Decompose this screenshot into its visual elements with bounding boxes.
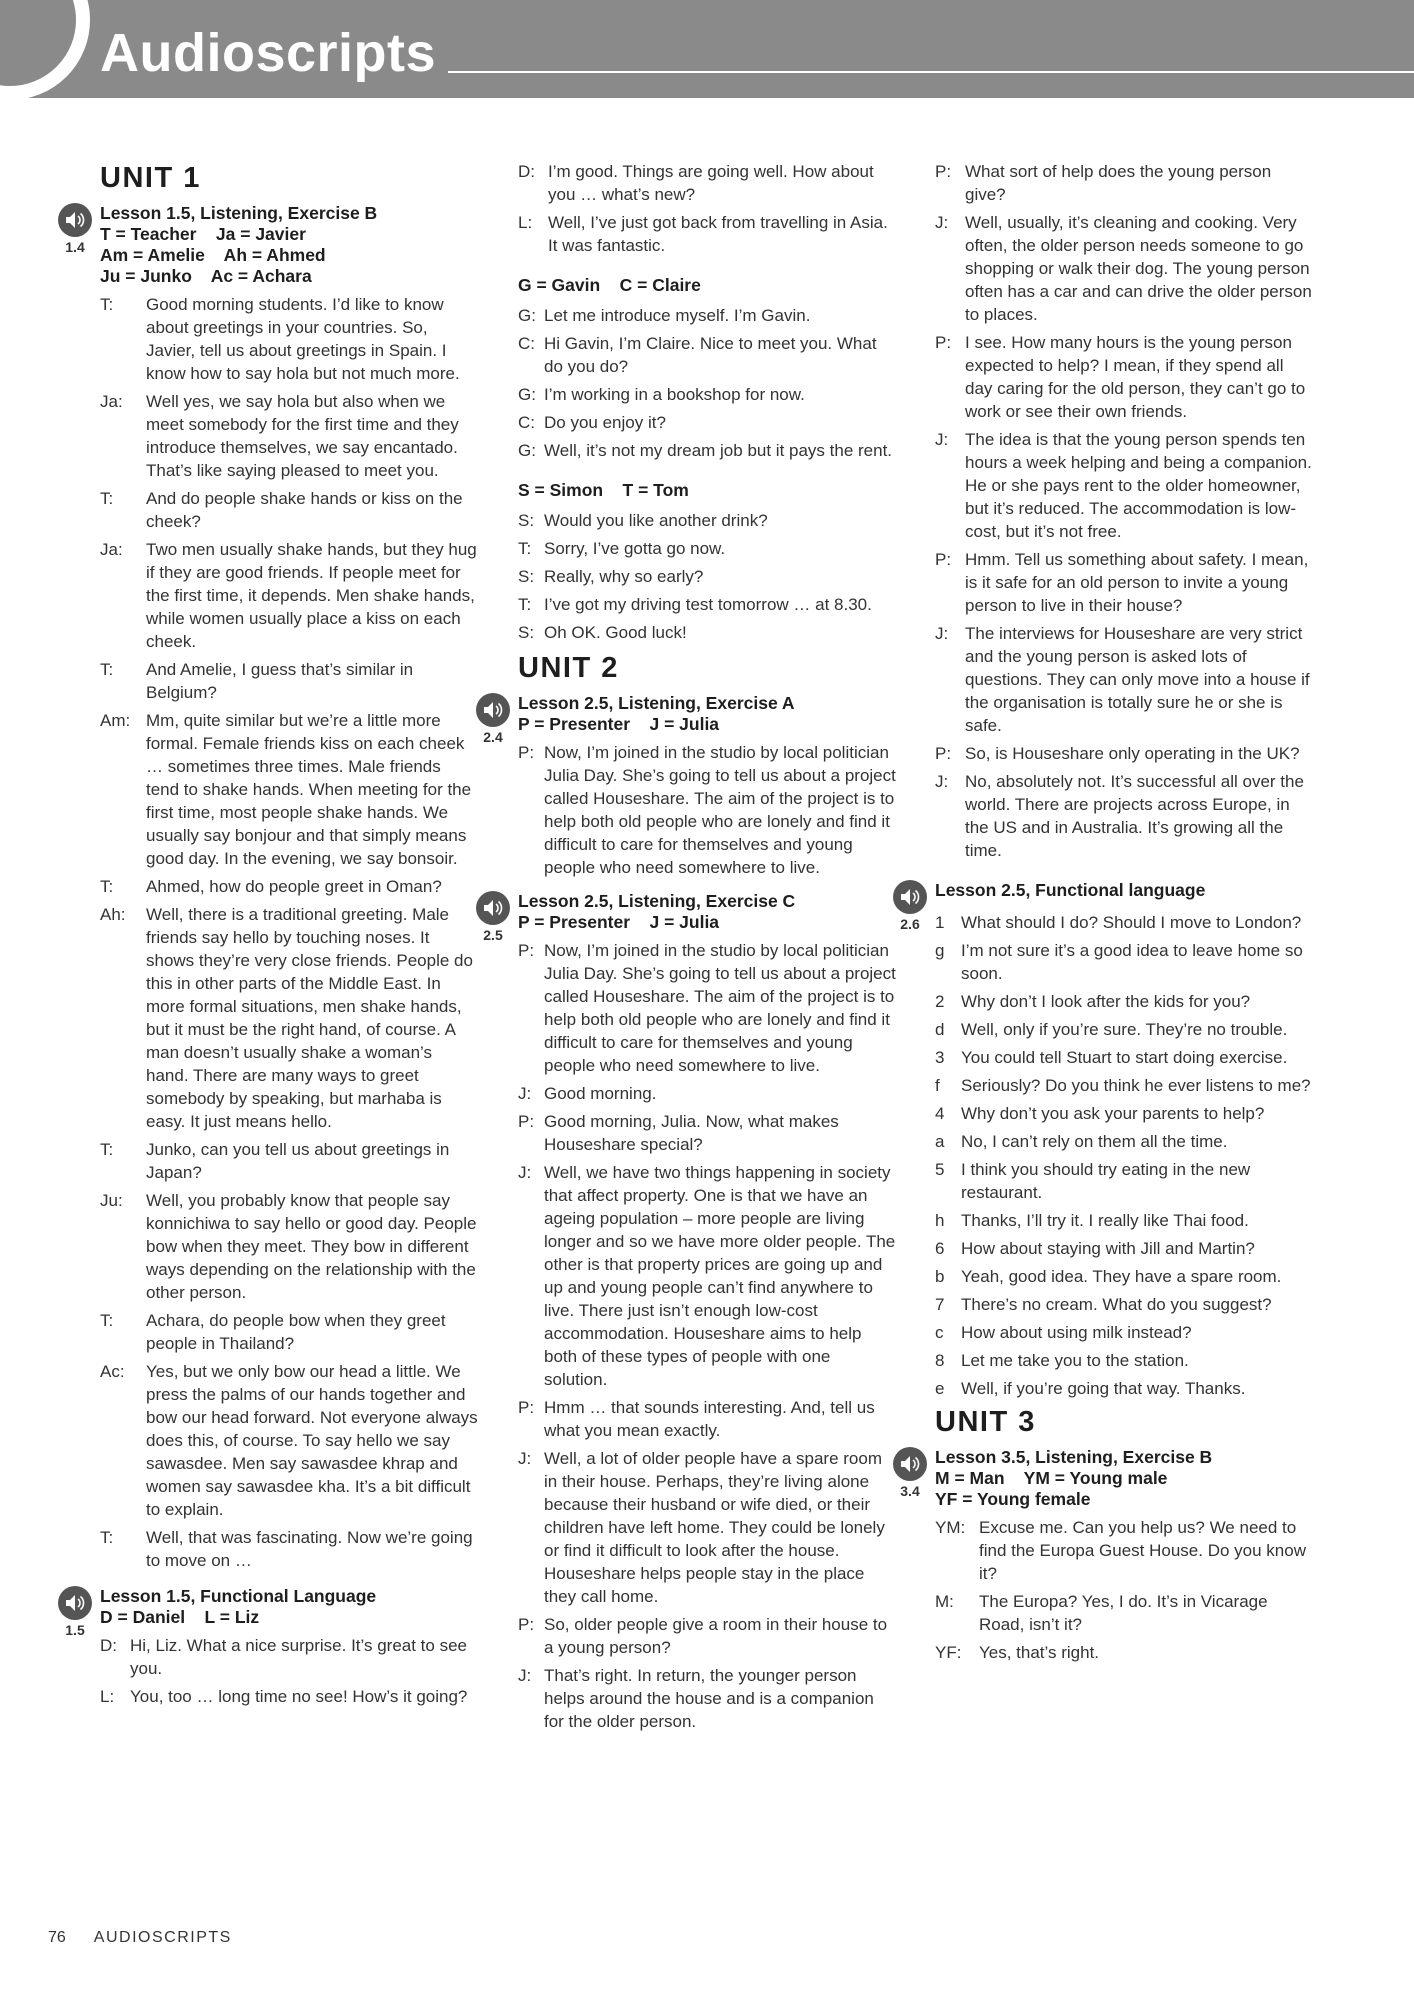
speaker-label: S: xyxy=(518,623,535,642)
line-text: Well, there is a traditional greeting. Male friends say hello by touching noses. It shows they’re very close friends. People do this in other parts of the Middle East. In more formal situations, men shake hands, but it must be the right hand, of course. A man doesn’t usually shake a woman’s hand. There are many ways to greet somebody by speaking, but marhaba is easy. It just means hello. xyxy=(146,905,473,1131)
speaker-label: T: xyxy=(100,1311,114,1330)
line-text: Good morning. xyxy=(544,1084,657,1103)
cast-line: G = Gavin C = Claire xyxy=(518,275,701,295)
line-text: Do you enjoy it? xyxy=(544,413,666,432)
cast-line: P = Presenter J = Julia xyxy=(518,714,720,734)
speaker-label: 2 xyxy=(935,992,945,1011)
line-text: Excuse me. Can you help us? We need to find the Europa Guest House. Do you know it? xyxy=(979,1518,1306,1583)
speaker-label: J: xyxy=(518,1666,532,1685)
speaker-label: J: xyxy=(518,1084,532,1103)
lesson-header xyxy=(58,203,478,287)
dialogue-line xyxy=(476,1613,896,1659)
speaker-label: Ah: xyxy=(100,905,126,924)
speaker-label: D: xyxy=(518,162,535,181)
dialogue-line xyxy=(58,487,478,533)
dialogue-line xyxy=(893,911,1313,934)
line-text: And do people shake hands or kiss on the cheek? xyxy=(146,489,463,531)
column-2 xyxy=(476,160,896,1738)
line-text: Mm, quite similar but we’re a little more formal. Female friends kiss on each cheek … sometimes three times. Male friends tend to shake hands. When meeting for the first time, most people shake hands. We usually say bonjour and that simply means good day. In the evening, we say bonsoir. xyxy=(146,711,472,868)
line-text: I’m not sure it’s a good idea to leave home so soon. xyxy=(961,941,1303,983)
dialogue-line xyxy=(476,509,896,532)
speaker-label: P: xyxy=(935,162,952,181)
speaker-label: D: xyxy=(100,1636,117,1655)
speaker-label: 3 xyxy=(935,1048,945,1067)
line-text: Sorry, I’ve gotta go now. xyxy=(544,539,726,558)
dialogue-line xyxy=(476,1082,896,1105)
speaker-label: 4 xyxy=(935,1104,945,1123)
dialogue-line xyxy=(476,1447,896,1608)
speaker-label: G: xyxy=(518,306,536,325)
dialogue-block xyxy=(476,304,896,462)
dialogue-line xyxy=(476,1396,896,1442)
dialogue-line xyxy=(58,293,478,385)
line-text: Well, that was fascinating. Now we’re going to move on … xyxy=(146,1528,473,1570)
speaker-label: 5 xyxy=(935,1160,945,1179)
dialogue-line xyxy=(893,428,1313,543)
line-text: Yeah, good idea. They have a spare room. xyxy=(961,1267,1282,1286)
dialogue-block xyxy=(476,741,896,879)
audio-speaker-icon[interactable] xyxy=(476,693,510,727)
speaker-label: Ja: xyxy=(100,540,123,559)
unit-heading: UNIT 3 xyxy=(935,1406,1036,1438)
line-text: No, absolutely not. It’s successful all over the world. There are projects across Europe, in the US and in Australia. It’s growing all the time. xyxy=(965,772,1304,860)
speaker-label: T: xyxy=(100,1140,114,1159)
cast-line: P = Presenter J = Julia xyxy=(518,912,720,932)
line-text: Junko, can you tell us about greetings in Japan? xyxy=(146,1140,450,1182)
dialogue-line xyxy=(893,939,1313,985)
line-text: How about staying with Jill and Martin? xyxy=(961,1239,1255,1258)
dialogue-line xyxy=(476,565,896,588)
speaker-label: f xyxy=(935,1076,940,1095)
speaker-label: b xyxy=(935,1267,945,1286)
speaker-label: P: xyxy=(935,333,952,352)
line-text: Well, usually, it’s cleaning and cooking. Very often, the older person needs someone to go shopping or walk their dog. The young person often has a car and can drive the older person to places. xyxy=(965,213,1312,324)
dialogue-line xyxy=(476,211,896,257)
dialogue-line xyxy=(893,1349,1313,1372)
speaker-label: J: xyxy=(518,1449,532,1468)
track-number: 1.5 xyxy=(65,1622,85,1638)
speaker-label: J: xyxy=(935,624,949,643)
line-text: So, is Houseshare only operating in the UK? xyxy=(965,744,1300,763)
line-text: Thanks, I’ll try it. I really like Thai food. xyxy=(961,1211,1249,1230)
dialogue-line xyxy=(893,1293,1313,1316)
line-text: How about using milk instead? xyxy=(961,1323,1192,1342)
speaker-label: YM: xyxy=(935,1518,966,1537)
line-text: Oh OK. Good luck! xyxy=(544,623,687,642)
dialogue-line xyxy=(58,1138,478,1184)
dialogue-line xyxy=(476,383,896,406)
dialogue-line xyxy=(58,709,478,870)
speaker-label: C: xyxy=(518,334,535,353)
speaker-label: J: xyxy=(935,430,949,449)
speaker-label: G: xyxy=(518,385,536,404)
speaker-label: M: xyxy=(935,1592,954,1611)
line-text: Well, it’s not my dream job but it pays the rent. xyxy=(544,441,893,460)
dialogue-block xyxy=(434,160,896,257)
line-text: What should I do? Should I move to London? xyxy=(961,913,1302,932)
speaker-label: d xyxy=(935,1020,945,1039)
column-3 xyxy=(893,160,1313,1669)
lesson-header xyxy=(476,891,896,943)
page-title: Audioscripts xyxy=(100,23,437,83)
dialogue-line xyxy=(893,1130,1313,1153)
dialogue-line xyxy=(893,1321,1313,1344)
speaker-label: P: xyxy=(518,1112,535,1131)
line-text: Well yes, we say hola but also when we meet somebody for the first time and they introduce themselves, we say encantado. That’s like saying pleased to meet you. xyxy=(146,392,459,480)
speaker-label: 7 xyxy=(935,1295,945,1314)
line-text: You, too … long time no see! How’s it going? xyxy=(130,1687,468,1706)
speaker-label: P: xyxy=(518,743,535,762)
cast-line: YF = Young female xyxy=(935,1489,1091,1509)
cast-line: Ju = Junko Ac = Achara xyxy=(100,266,312,286)
speaker-label: P: xyxy=(935,744,952,763)
dialogue-line xyxy=(58,875,478,898)
speaker-label: Am: xyxy=(100,711,131,730)
track-number: 3.4 xyxy=(900,1483,920,1499)
dialogue-line xyxy=(476,1161,896,1391)
speaker-label: J: xyxy=(935,213,949,232)
dialogue-line xyxy=(893,160,1313,206)
line-text: Good morning, Julia. Now, what makes Houseshare special? xyxy=(544,1112,839,1154)
speaker-label: T: xyxy=(100,1528,114,1547)
dialogue-line xyxy=(476,621,896,644)
dialogue-line xyxy=(58,1360,478,1521)
speaker-label: T: xyxy=(100,660,114,679)
speaker-label: a xyxy=(935,1132,945,1151)
dialogue-line xyxy=(58,1634,478,1680)
line-text: So, older people give a room in their house to a young person? xyxy=(544,1615,888,1657)
dialogue-line xyxy=(476,537,896,560)
line-text: The idea is that the young person spends ten hours a week helping and being a companion. He or she pays rent to the older homeowner, but it’s reduced. The accommodation is low-cost, but it’s not free. xyxy=(965,430,1312,541)
dialogue-line xyxy=(893,1265,1313,1288)
dialogue-block xyxy=(476,939,896,1733)
dialogue-line xyxy=(893,622,1313,737)
lesson-header xyxy=(893,1447,1313,1510)
speaker-label: Ju: xyxy=(100,1191,123,1210)
speaker-label: T: xyxy=(100,877,114,896)
lesson-title: Lesson 3.5, Listening, Exercise B xyxy=(935,1447,1213,1467)
line-text: Hi Gavin, I’m Claire. Nice to meet you. What do you do? xyxy=(544,334,877,376)
track-number: 2.5 xyxy=(483,927,503,943)
speaker-label: g xyxy=(935,941,945,960)
dialogue-line xyxy=(476,304,896,327)
dialogue-line xyxy=(58,390,478,482)
speaker-label: Ac: xyxy=(100,1362,125,1381)
dialogue-line xyxy=(58,1309,478,1355)
lesson-header xyxy=(58,1586,478,1638)
dialogue-line xyxy=(58,903,478,1133)
speaker-label: J: xyxy=(518,1163,532,1182)
dialogue-block xyxy=(476,509,896,644)
line-text: Really, why so early? xyxy=(544,567,704,586)
dialogue-line xyxy=(893,990,1313,1013)
track-number: 1.4 xyxy=(65,239,85,255)
dialogue-line xyxy=(476,741,896,879)
cast-line: M = Man YM = Young male xyxy=(935,1468,1168,1488)
dialogue-line xyxy=(893,1074,1313,1097)
line-text: No, I can’t rely on them all the time. xyxy=(961,1132,1228,1151)
dialogue-line xyxy=(476,160,896,206)
line-text: Would you like another drink? xyxy=(544,511,768,530)
line-text: You could tell Stuart to start doing exercise. xyxy=(961,1048,1288,1067)
speaker-label: G: xyxy=(518,441,536,460)
dialogue-line xyxy=(893,1641,1313,1664)
audio-speaker-icon[interactable] xyxy=(476,891,510,925)
footer-label: AUDIOSCRIPTS xyxy=(93,1929,232,1946)
dialogue-line xyxy=(893,331,1313,423)
dialogue-line xyxy=(476,1110,896,1156)
line-text: I think you should try eating in the new restaurant. xyxy=(961,1160,1251,1202)
banner-decoration xyxy=(0,0,90,100)
line-text: Well, we have two things happening in society that affect property. One is that we have an ageing population – more people are living longer and so we have more older people. The other is that property prices are going up and up and young people can’t find anywhere to live. There just isn’t enough low-cost accommodation. Houseshare aims to help both of these types of people with one solution. xyxy=(544,1163,896,1389)
cast-line: D = Daniel L = Liz xyxy=(100,1607,260,1627)
line-text: I’ve got my driving test tomorrow … at 8.30. xyxy=(544,595,872,614)
speaker-label: P: xyxy=(935,550,952,569)
dialogue-line xyxy=(893,1102,1313,1125)
line-text: That’s right. In return, the younger person helps around the house and is a companion for the older person. xyxy=(544,1666,874,1731)
line-text: Hmm. Tell us something about safety. I mean, is it safe for an old person to invite a young person to live in their house? xyxy=(965,550,1309,615)
speaker-label: 1 xyxy=(935,913,945,932)
line-text: And Amelie, I guess that’s similar in Belgium? xyxy=(146,660,414,702)
speaker-label: L: xyxy=(518,213,533,232)
line-text: Yes, that’s right. xyxy=(979,1643,1100,1662)
line-text: Well, you probably know that people say konnichiwa to say hello or good day. People bow when they meet. They bow in different ways depending on the relationship with the other person. xyxy=(146,1191,477,1302)
dialogue-line xyxy=(476,411,896,434)
line-text: I’m good. Things are going well. How about you … what’s new? xyxy=(548,162,874,204)
line-text: Seriously? Do you think he ever listens to me? xyxy=(961,1076,1311,1095)
dialogue-line xyxy=(476,332,896,378)
line-text: Now, I’m joined in the studio by local politician Julia Day. She’s going to tell us about a project called Houseshare. The aim of the project is to help both old people who are lonely and find it difficult to care for themselves and young people who need somewhere to live. xyxy=(544,743,896,877)
speaker-label: P: xyxy=(518,1615,535,1634)
dialogue-line xyxy=(893,1046,1313,1069)
line-text: Two men usually shake hands, but they hug if they are good friends. If people meet for the first time, it depends. Men shake hands, while women usually place a kiss on each cheek. xyxy=(146,540,477,651)
unit-heading: UNIT 1 xyxy=(100,162,201,194)
speaker-label: T: xyxy=(518,595,532,614)
speaker-label: P: xyxy=(518,941,535,960)
track-number: 2.6 xyxy=(900,916,920,932)
dialogue-line xyxy=(893,1516,1313,1585)
dialogue-line xyxy=(893,1209,1313,1232)
line-text: Achara, do people bow when they greet people in Thailand? xyxy=(146,1311,446,1353)
speaker-label: YF: xyxy=(935,1643,962,1662)
speaker-label: C: xyxy=(518,413,535,432)
speaker-label: L: xyxy=(100,1687,115,1706)
line-text: Let me introduce myself. I’m Gavin. xyxy=(544,306,811,325)
cast-line: S = Simon T = Tom xyxy=(518,480,689,500)
dialogue-block xyxy=(58,1634,478,1708)
dialogue-line xyxy=(58,1189,478,1304)
column-1 xyxy=(58,160,478,1713)
speaker-label: h xyxy=(935,1211,945,1230)
speaker-label: e xyxy=(935,1379,945,1398)
line-text: Well, I’ve just got back from travelling in Asia. It was fantastic. xyxy=(548,213,888,255)
line-text: I see. How many hours is the young person expected to help? I mean, if they spend all day caring for the old person, they can’t go to work or see their own friends. xyxy=(965,333,1306,421)
page-footer xyxy=(48,1929,232,1947)
lesson-header xyxy=(476,693,896,745)
dialogue-line xyxy=(893,1018,1313,1041)
speaker-label: P: xyxy=(518,1398,535,1417)
dialogue-line xyxy=(58,1685,478,1708)
dialogue-line xyxy=(476,939,896,1077)
audio-speaker-icon[interactable] xyxy=(893,880,927,914)
dialogue-line xyxy=(476,593,896,616)
unit-heading: UNIT 2 xyxy=(518,652,619,684)
line-text: The Europa? Yes, I do. It’s in Vicarage Road, isn’t it? xyxy=(979,1592,1268,1634)
line-text: Well, only if you’re sure. They’re no trouble. xyxy=(961,1020,1288,1039)
dialogue-line xyxy=(893,1158,1313,1204)
banner-rule xyxy=(448,71,1414,73)
speaker-label: 8 xyxy=(935,1351,945,1370)
speaker-label: T: xyxy=(100,295,114,314)
dialogue-line xyxy=(58,1526,478,1572)
lesson-title: Lesson 1.5, Functional Language xyxy=(100,1586,377,1606)
line-text: The interviews for Houseshare are very strict and the young person is asked lots of questions. They can only move into a house if the organisation is totally sure he or she is safe. xyxy=(965,624,1310,735)
dialogue-line xyxy=(476,1664,896,1733)
dialogue-line xyxy=(476,439,896,462)
line-text: There’s no cream. What do you suggest? xyxy=(961,1295,1272,1314)
speaker-label: T: xyxy=(100,489,114,508)
line-text: Hi, Liz. What a nice surprise. It’s great to see you. xyxy=(130,1636,467,1678)
lesson-title: Lesson 2.5, Listening, Exercise C xyxy=(518,891,796,911)
dialogue-line xyxy=(893,1590,1313,1636)
dialogue-block xyxy=(893,160,1313,862)
dialogue-line xyxy=(58,538,478,653)
speaker-label: Ja: xyxy=(100,392,123,411)
line-text: Ahmed, how do people greet in Oman? xyxy=(146,877,442,896)
speaker-label: S: xyxy=(518,511,535,530)
audio-speaker-icon[interactable] xyxy=(893,1447,927,1481)
line-text: Let me take you to the station. xyxy=(961,1351,1189,1370)
track-number: 2.4 xyxy=(483,729,503,745)
speaker-label: J: xyxy=(935,772,949,791)
lesson-title: Lesson 1.5, Listening, Exercise B xyxy=(100,203,378,223)
cast-line: Am = Amelie Ah = Ahmed xyxy=(100,245,326,265)
line-text: Why don’t I look after the kids for you? xyxy=(961,992,1251,1011)
line-text: Hmm … that sounds interesting. And, tell us what you mean exactly. xyxy=(544,1398,875,1440)
dialogue-line xyxy=(893,770,1313,862)
dialogue-line xyxy=(893,1377,1313,1400)
audio-speaker-icon[interactable] xyxy=(58,203,92,237)
line-text: What sort of help does the young person give? xyxy=(965,162,1272,204)
line-text: I’m working in a bookshop for now. xyxy=(544,385,805,404)
speaker-label: c xyxy=(935,1323,944,1342)
line-text: Well, if you’re going that way. Thanks. xyxy=(961,1379,1246,1398)
dialogue-line xyxy=(893,1237,1313,1260)
dialogue-block xyxy=(893,1516,1313,1664)
cast-line: T = Teacher Ja = Javier xyxy=(100,224,306,244)
speaker-label: T: xyxy=(518,539,532,558)
line-text: Now, I’m joined in the studio by local politician Julia Day. She’s going to tell us about a project called Houseshare. The aim of the project is to help both old people who are lonely and find it difficult to care for themselves and young people who need somewhere to live. xyxy=(544,941,896,1075)
lesson-title: Lesson 2.5, Functional language xyxy=(935,880,1206,900)
dialogue-line xyxy=(893,548,1313,617)
line-text: Yes, but we only bow our head a little. We press the palms of our hands together and bow our head forward. Not everyone always does this, of course. To say hello we say sawasdee. Men say sawasdee khrap and women say sawasdee kha. It’s a bit difficult to explain. xyxy=(146,1362,478,1519)
dialogue-line xyxy=(893,211,1313,326)
line-text: Why don’t you ask your parents to help? xyxy=(961,1104,1265,1123)
header-banner xyxy=(0,0,1414,98)
speaker-label: 6 xyxy=(935,1239,945,1258)
audio-speaker-icon[interactable] xyxy=(58,1586,92,1620)
dialogue-block xyxy=(893,911,1313,1400)
dialogue-line xyxy=(893,742,1313,765)
speaker-label: S: xyxy=(518,567,535,586)
dialogue-block xyxy=(58,293,478,1572)
page-number: 76 xyxy=(48,1929,66,1946)
dialogue-line xyxy=(58,658,478,704)
lesson-title: Lesson 2.5, Listening, Exercise A xyxy=(518,693,795,713)
line-text: Good morning students. I’d like to know about greetings in your countries. So, Javier, tell us about greetings in Spain. I know how to say hola but not much more. xyxy=(146,295,460,383)
line-text: Well, a lot of older people have a spare room in their house. Perhaps, they’re living alone because their husband or wife died, or their children have left home. They could be lonely or find it difficult to look after the house. Houseshare helps people stay in the place they call home. xyxy=(544,1449,885,1606)
